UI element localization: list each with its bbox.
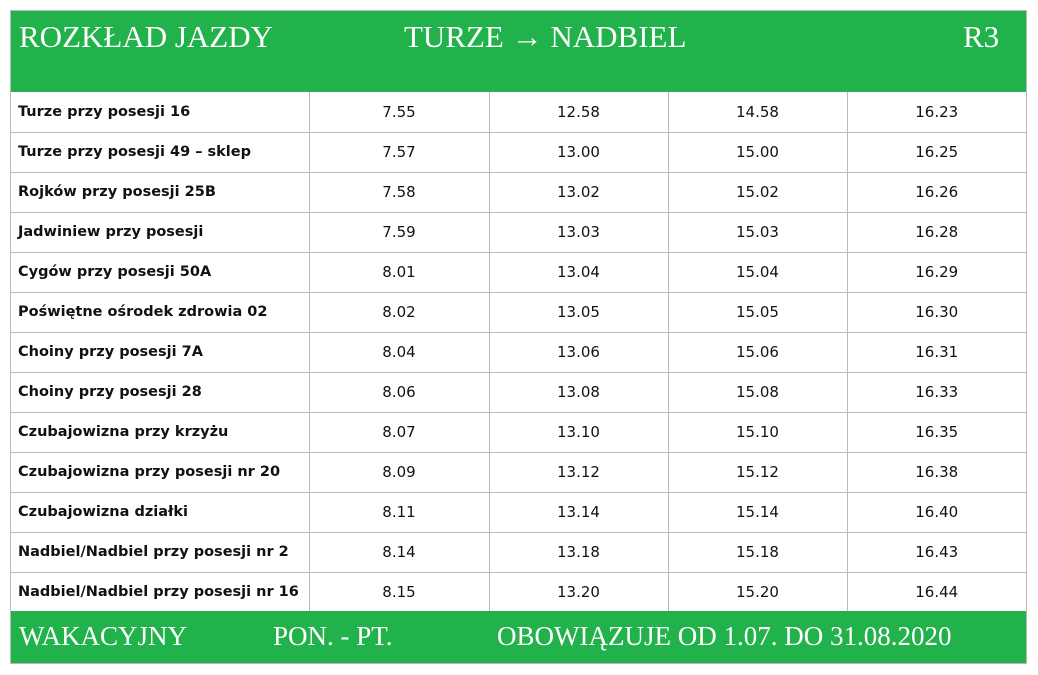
departure-time: 16.28 <box>847 212 1026 252</box>
departure-time: 16.40 <box>847 492 1026 532</box>
departure-time: 13.06 <box>489 332 668 372</box>
departure-time: 13.18 <box>489 532 668 572</box>
departure-time: 7.57 <box>309 132 489 172</box>
departure-time: 16.31 <box>847 332 1026 372</box>
departure-time: 15.06 <box>668 332 847 372</box>
timetable-sheet <box>10 10 1027 664</box>
departure-time: 8.09 <box>309 452 489 492</box>
timetable-title: ROZKŁAD JAZDY <box>19 19 274 54</box>
table-row <box>11 212 1026 252</box>
departure-time: 16.25 <box>847 132 1026 172</box>
stop-name: Turze przy posesji 16 <box>11 92 309 132</box>
stop-name: Czubajowizna działki <box>11 492 309 532</box>
stop-name: Cygów przy posesji 50A <box>11 252 309 292</box>
departure-time: 13.08 <box>489 372 668 412</box>
table-row <box>11 292 1026 332</box>
departure-table <box>11 92 1026 613</box>
departure-time: 15.03 <box>668 212 847 252</box>
schedule-type: WAKACYJNY <box>19 621 187 651</box>
operating-days: PON. - PT. <box>273 621 393 651</box>
departure-time: 12.58 <box>489 92 668 132</box>
departure-time: 16.33 <box>847 372 1026 412</box>
table-row <box>11 132 1026 172</box>
departure-time: 7.58 <box>309 172 489 212</box>
stop-name: Choiny przy posesji 28 <box>11 372 309 412</box>
departure-time: 8.11 <box>309 492 489 532</box>
stop-name: Choiny przy posesji 7A <box>11 332 309 372</box>
departure-time: 15.10 <box>668 412 847 452</box>
departure-time: 15.12 <box>668 452 847 492</box>
departure-time: 13.20 <box>489 572 668 612</box>
departure-time: 8.01 <box>309 252 489 292</box>
departure-time: 15.14 <box>668 492 847 532</box>
table-row <box>11 332 1026 372</box>
stop-name: Jadwiniew przy posesji <box>11 212 309 252</box>
departure-time: 15.08 <box>668 372 847 412</box>
departure-time: 14.58 <box>668 92 847 132</box>
timetable-footer <box>11 611 1026 663</box>
table-row <box>11 372 1026 412</box>
stop-name: Czubajowizna przy krzyżu <box>11 412 309 452</box>
departure-time: 16.30 <box>847 292 1026 332</box>
departure-time: 16.38 <box>847 452 1026 492</box>
table-row <box>11 412 1026 452</box>
stop-name: Poświętne ośrodek zdrowia 02 <box>11 292 309 332</box>
departure-time: 13.04 <box>489 252 668 292</box>
departure-time: 15.00 <box>668 132 847 172</box>
stop-name: Nadbiel/Nadbiel przy posesji nr 2 <box>11 532 309 572</box>
table-row <box>11 532 1026 572</box>
departure-time: 13.03 <box>489 212 668 252</box>
departure-time: 13.14 <box>489 492 668 532</box>
route-name: TURZE → NADBIEL <box>404 19 687 54</box>
table-row <box>11 252 1026 292</box>
departure-time: 15.18 <box>668 532 847 572</box>
departure-time: 13.10 <box>489 412 668 452</box>
departure-time: 16.44 <box>847 572 1026 612</box>
departure-time: 16.43 <box>847 532 1026 572</box>
departure-time: 16.29 <box>847 252 1026 292</box>
departure-time: 7.59 <box>309 212 489 252</box>
departure-time: 8.02 <box>309 292 489 332</box>
departure-time: 15.04 <box>668 252 847 292</box>
departure-time: 8.06 <box>309 372 489 412</box>
departure-time: 8.07 <box>309 412 489 452</box>
timetable-header <box>11 11 1026 92</box>
departure-time: 13.02 <box>489 172 668 212</box>
departure-time: 7.55 <box>309 92 489 132</box>
table-row <box>11 452 1026 492</box>
stop-name: Turze przy posesji 49 – sklep <box>11 132 309 172</box>
line-number: R3 <box>963 19 1000 54</box>
departure-time: 8.04 <box>309 332 489 372</box>
stop-name: Czubajowizna przy posesji nr 20 <box>11 452 309 492</box>
departure-time: 15.20 <box>668 572 847 612</box>
departure-time: 16.35 <box>847 412 1026 452</box>
departure-time: 16.23 <box>847 92 1026 132</box>
validity-period: OBOWIĄZUJE OD 1.07. DO 31.08.2020 <box>497 621 952 651</box>
departure-time: 16.26 <box>847 172 1026 212</box>
stop-name: Nadbiel/Nadbiel przy posesji nr 16 <box>11 572 309 612</box>
table-row <box>11 92 1026 132</box>
table-row <box>11 492 1026 532</box>
departure-time: 8.14 <box>309 532 489 572</box>
table-row <box>11 172 1026 212</box>
table-row <box>11 572 1026 612</box>
departure-time: 8.15 <box>309 572 489 612</box>
stop-name: Rojków przy posesji 25B <box>11 172 309 212</box>
departure-time: 15.05 <box>668 292 847 332</box>
departure-time: 13.00 <box>489 132 668 172</box>
departure-time: 15.02 <box>668 172 847 212</box>
departure-time: 13.05 <box>489 292 668 332</box>
departure-time: 13.12 <box>489 452 668 492</box>
